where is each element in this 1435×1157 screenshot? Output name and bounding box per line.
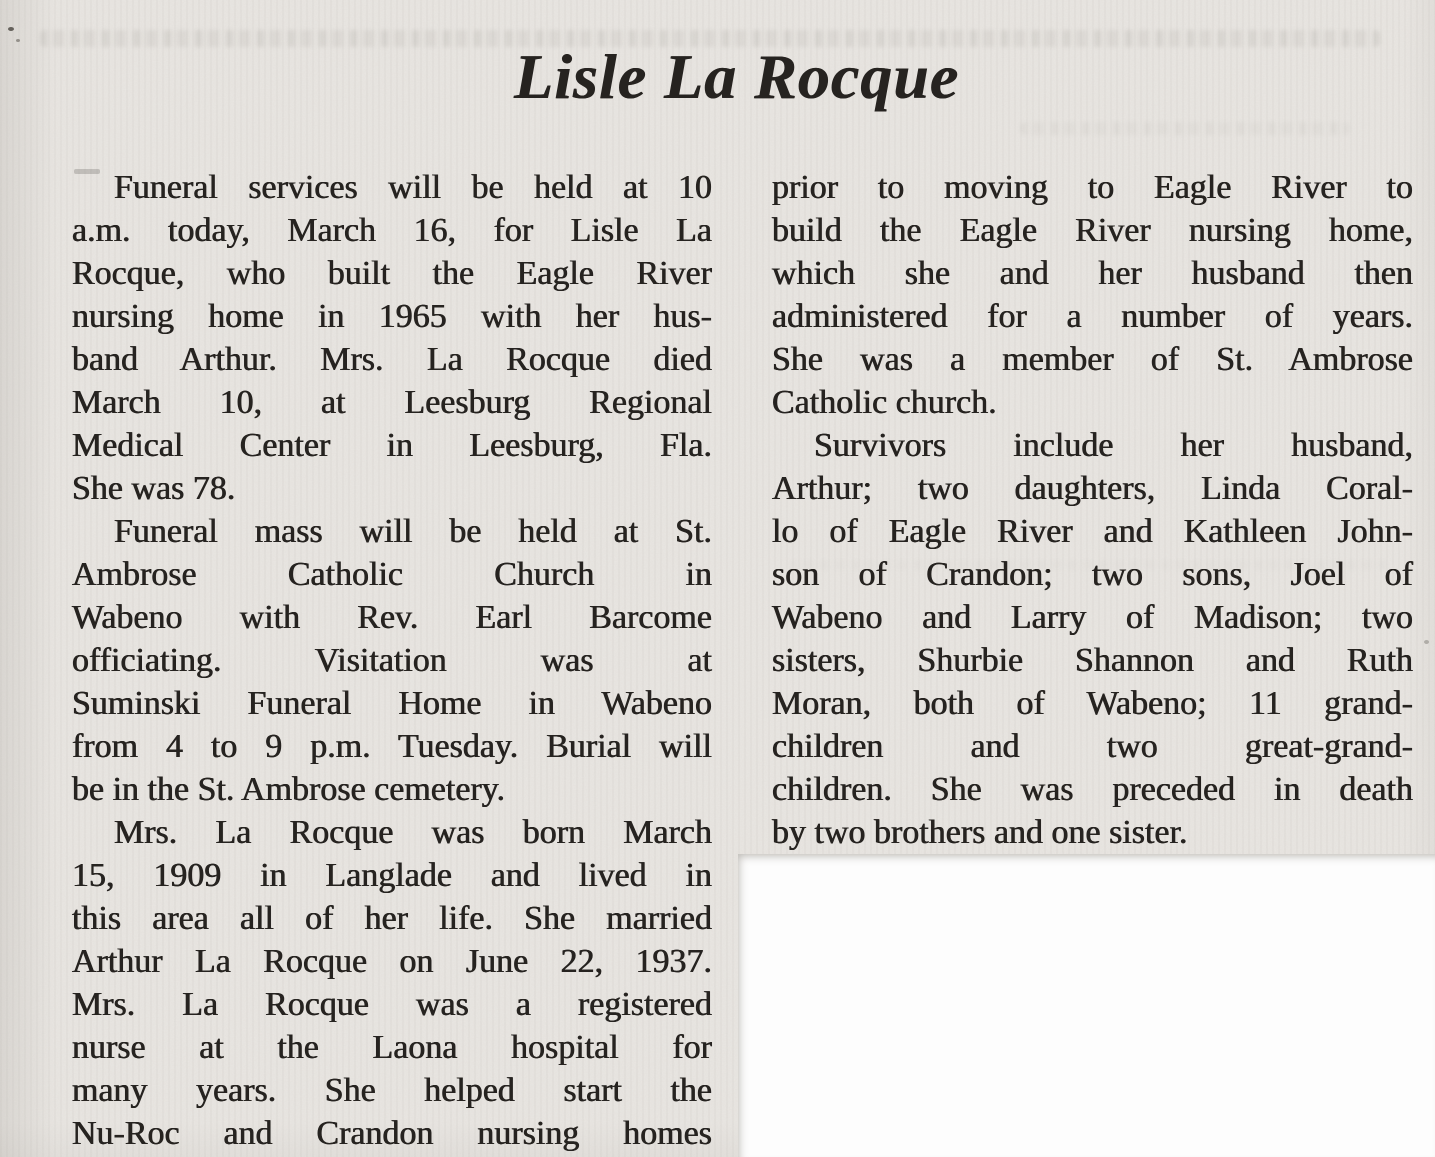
column-right: [772, 166, 1413, 854]
text-line: sisters, Shurbie Shannon and Ruth: [772, 642, 1413, 679]
paper-speck: [8, 27, 14, 31]
paper-speck: [1424, 640, 1429, 644]
text-line: Arthur La Rocque on June 22, 1937.: [72, 943, 712, 980]
text-line: She was 78.: [72, 470, 236, 507]
text-line: Medical Center in Leesburg, Fla.: [72, 427, 712, 464]
text-line: administered for a number of years.: [772, 298, 1413, 335]
text-line: nursing home in 1965 with her hus-: [72, 298, 712, 335]
text-line: many years. She helped start the: [72, 1072, 712, 1109]
text-line: Moran, both of Wabeno; 11 grand-: [772, 685, 1413, 722]
text-line: which she and her husband then: [772, 255, 1413, 292]
text-line: lo of Eagle River and Kathleen John-: [772, 513, 1413, 550]
text-line: by two brothers and one sister.: [772, 814, 1188, 851]
text-line: be in the St. Ambrose cemetery.: [72, 771, 506, 808]
text-line: from 4 to 9 p.m. Tuesday. Burial will: [72, 728, 712, 765]
text-line: nurse at the Laona hospital for: [72, 1029, 712, 1066]
headline-row: [0, 42, 1435, 112]
text-line: Mrs. La Rocque was born March: [114, 814, 712, 851]
text-line: Ambrose Catholic Church in: [72, 556, 712, 593]
text-line: prior to moving to Eagle River to: [772, 169, 1413, 206]
text-line: children. She was preceded in death: [772, 771, 1413, 808]
text-line: build the Eagle River nursing home,: [772, 212, 1413, 249]
text-line: this area all of her life. She married: [72, 900, 712, 937]
text-line: Rocque, who built the Eagle River: [72, 255, 712, 292]
text-line: Suminski Funeral Home in Wabeno: [72, 685, 712, 722]
text-line: Funeral mass will be held at St.: [114, 513, 712, 550]
text-line: children and two great-grand-: [772, 728, 1413, 765]
text-line: officiating. Visitation was at: [72, 642, 712, 679]
text-line: March 10, at Leesburg Regional: [72, 384, 712, 421]
article-title: Lisle La Rocque: [513, 41, 960, 112]
text-line: a.m. today, March 16, for Lisle La: [72, 212, 712, 249]
text-line: son of Crandon; two sons, Joel of: [772, 556, 1413, 593]
text-line: Mrs. La Rocque was a registered: [72, 986, 712, 1023]
text-line: Catholic church.: [772, 384, 997, 421]
clipping-cut-edge-backing: [738, 854, 1435, 1157]
column-left: [72, 166, 712, 1155]
text-line: band Arthur. Mrs. La Rocque died: [72, 341, 712, 378]
ink-bleed-artifact: [1020, 122, 1350, 135]
text-line: Nu-Roc and Crandon nursing homes: [72, 1115, 712, 1152]
text-line: Funeral services will be held at 10: [114, 169, 712, 206]
text-line: Wabeno and Larry of Madison; two: [772, 599, 1413, 636]
text-line: She was a member of St. Ambrose: [772, 341, 1413, 378]
text-line: Survivors include her husband,: [814, 427, 1413, 464]
text-line: Arthur; two daughters, Linda Coral-: [772, 470, 1413, 507]
text-line: 15, 1909 in Langlade and lived in: [72, 857, 712, 894]
text-line: Wabeno with Rev. Earl Barcome: [72, 599, 712, 636]
